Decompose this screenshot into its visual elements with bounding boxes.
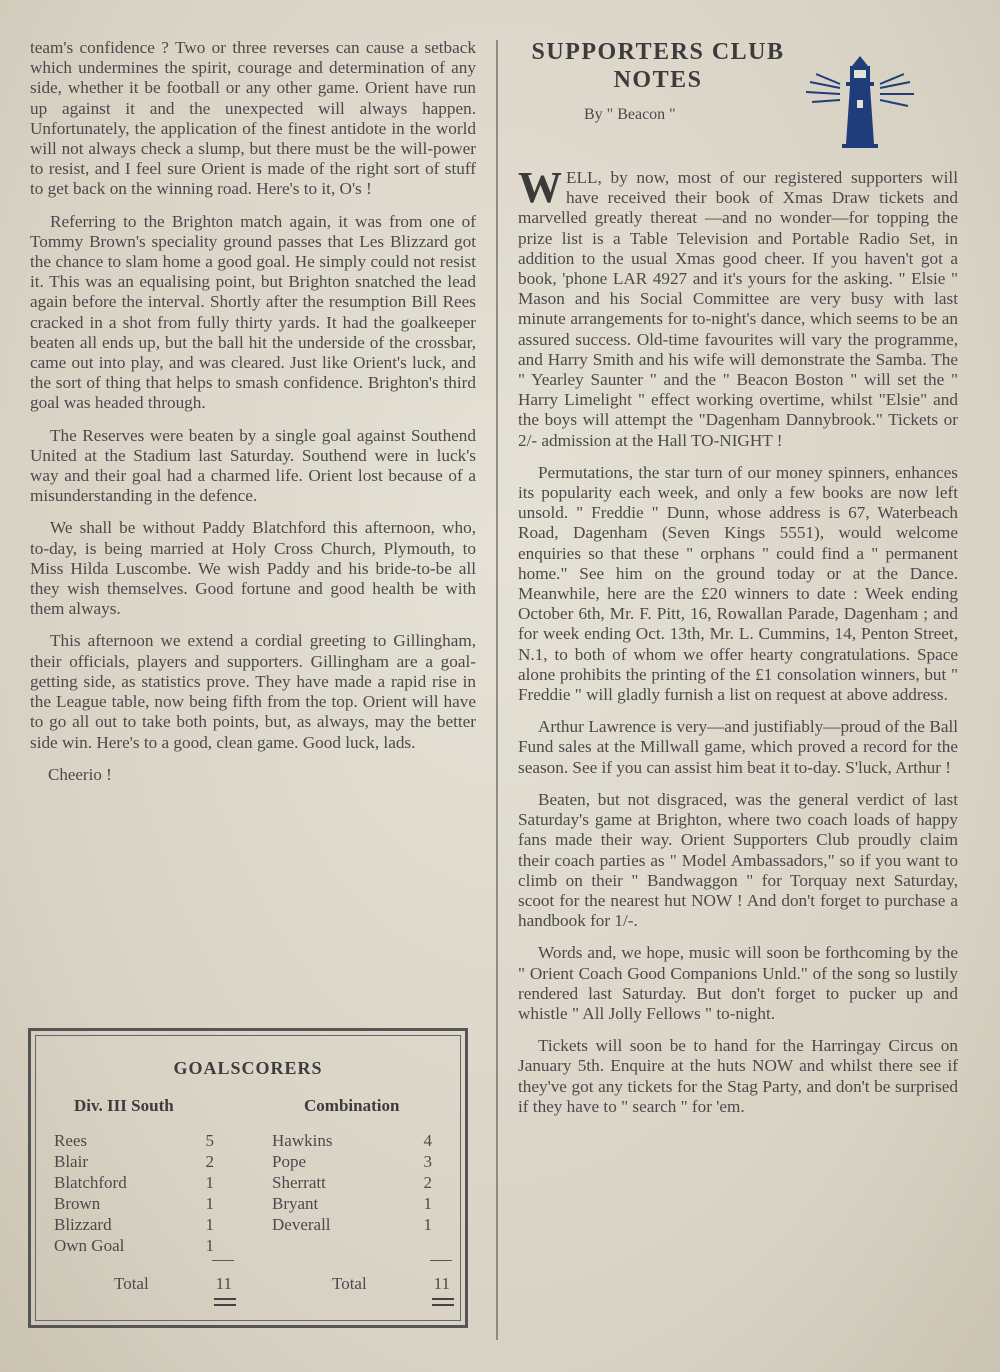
division-row <box>54 1214 214 1235</box>
scorer-name: Pope <box>272 1151 306 1171</box>
combination-total-label: Total <box>332 1274 367 1293</box>
scorer-name: Blair <box>54 1151 88 1171</box>
scorer-goals: 3 <box>423 1151 432 1171</box>
combination-total-value: 11 <box>433 1274 450 1293</box>
division-row <box>54 1193 214 1214</box>
scorer-goals: 5 <box>205 1130 214 1150</box>
goalscorers-box-inner <box>35 1035 461 1321</box>
combination-heading: Combination <box>304 1096 400 1115</box>
byline: By " Beacon " <box>584 106 676 123</box>
scorer-goals: 1 <box>205 1193 214 1213</box>
scorer-goals: 2 <box>205 1151 214 1171</box>
combination-row <box>272 1151 432 1172</box>
paragraph-blatchford-wedding: We shall be without Paddy Blatchford this afternoon, who, to-day, is being married at Holy Cross Church, Plymouth, to Miss Hilda Luscombe. We wish Paddy and his bride-to-be all they wish themselves. Good fortune and good health be with them always. <box>30 518 476 619</box>
goalscorers-box <box>28 1028 468 1328</box>
scorer-name: Hawkins <box>272 1130 333 1150</box>
scorer-goals: 2 <box>423 1172 432 1192</box>
combination-table <box>272 1130 432 1235</box>
scorer-name: Deverall <box>272 1214 331 1234</box>
scorer-goals: 1 <box>423 1193 432 1213</box>
scorer-goals: 4 <box>423 1130 432 1150</box>
combination-total <box>332 1274 450 1294</box>
combination-row <box>272 1193 432 1214</box>
division-heading: Div. III South <box>74 1096 174 1115</box>
paragraph-ball-fund: Arthur Lawrence is very—and justifiably—proud of the Ball Fund sales at the Millwall game, which proved a record for the season. See if you can assist him beat it to-day. S'luck, Arthur ! <box>518 717 958 777</box>
division-total-label: Total <box>114 1274 149 1293</box>
signoff: Cheerio ! <box>48 764 112 784</box>
paragraph-harringay-circus: Tickets will soon be to hand for the Harringay Circus on January 5th. Enquire at the huts NOW and whilst there see if they've got any tickets for the Stag Party, and don't be surprised if they have to " search " for 'em. <box>518 1036 958 1116</box>
right-column <box>518 38 958 1129</box>
division-total <box>114 1274 232 1294</box>
division-total-value: 11 <box>215 1274 232 1293</box>
division-total-rule <box>212 1260 234 1261</box>
combination-total-rule <box>430 1260 452 1261</box>
paragraph-brighton-match: Referring to the Brighton match again, it was from one of Tommy Brown's speciality ground passes that Les Blizzard got the chance to slam home a good goal. He simply could not resist it. This was an equalising point, but Brighton snatched the lead again before the interval. Shortly after the resumption Bill Rees cracked in a shot from fully thirty yards. It had the goalkeeper beaten all ends up, but the ball hit the underside of the crossbar, came out into play, and was cleared. Just like Orient's luck, and the sort of thing that helps to smash confidence. Brighton's third goal was headed through. <box>30 211 476 413</box>
paragraph-permutations: Permutations, the star turn of our money spinners, enhances its popularity each week, and only a few books are now left unsold. " Freddie " Dunn, whose address is 67, Waterbeach Road, Dagenham (Seven Kings 5551), would welcome enquiries so that these " orphans " could find a " permanent home." See him on the ground today or at the Dance. Meanwhile, here are the £20 winners to date : Week ending October 6th, Mr. F. Pitt, 16, Rowallan Parade, Dagenham ; and for week ending Oct. 13th, Mr. L. Cummins, 14, Penton Street, N.1, to both of whom we offer hearty congratulations. Space alone prohibits the printing of the £1 consolation winners, but " Freddie " will gladly furnish a list on request at above address. <box>518 462 958 705</box>
dropcap-letter: W <box>518 163 562 212</box>
club-title-line1: SUPPORTERS CLUB <box>531 39 785 65</box>
left-column <box>30 38 476 785</box>
paragraph-xmas-draw-text: ELL, by now, most of our registered supporters will have received their book of Xmas Draw tickets and marvelled greatly thereat —and no wonder—for topping the prize list is a Table Television and Portable Radio Set, in addition to the usual Xmas good cheer. If you haven't got a book, 'phone LAR 4927 and it's yours for the asking. " Elsie " Mason and his Social Committee are very busy with last minute arrangements for to-night's dance, which seems to be an assured success. Old-time favourites will vary the programme, and Harry Smith and his wife will demonstrate the Samba. The " Yearley Saunter " and the " Beacon Boston " will set the " Harry Limelight " effect working overtime, whilst "Elsie" and the boys will attempt the "Dagenham Dannybrook." Tickets or 2/- admission at the Hall TO-NIGHT ! <box>518 168 958 450</box>
goalscorers-title: GOALSCORERS <box>173 1058 323 1078</box>
scorer-name: Own Goal <box>54 1235 125 1255</box>
scorer-name: Blizzard <box>54 1214 112 1234</box>
scorer-name: Sherratt <box>272 1172 326 1192</box>
division-row <box>54 1235 214 1256</box>
scorer-name: Bryant <box>272 1193 319 1213</box>
scorer-goals: 1 <box>205 1214 214 1234</box>
division-double-rule <box>214 1298 236 1306</box>
combination-double-rule <box>432 1298 454 1306</box>
division-row <box>54 1172 214 1193</box>
club-title <box>518 38 798 94</box>
supporters-header <box>518 38 958 168</box>
scorer-goals: 1 <box>423 1214 432 1234</box>
scorer-name: Brown <box>54 1193 101 1213</box>
paragraph-reserves: The Reserves were beaten by a single goal against Southend United at the Stadium last Saturday. Southend were in luck's way and their goal had a charmed life. Orient lost because of a misunderstanding in the defence. <box>30 425 476 506</box>
division-row <box>54 1130 214 1151</box>
scorer-name: Rees <box>54 1130 88 1150</box>
paragraph-confidence: team's confidence ? Two or three reverses can cause a setback which undermines the spirit, courage and determination of any side, whether it be football or any other game. Orient have run up against it and the unexpected will always happen. Unfortunately, the application of the finest antidote in the world will not always check a slump, but there must be the will-power to resist, and I feel sure Orient is made of the right sort of stuff to get back on the winning road. Here's to it, O's ! <box>30 38 476 199</box>
paragraph-brighton-coach: Beaten, but not disgraced, was the general verdict of last Saturday's game at Brighton, where two coach loads of happy fans made their way. Orient Supporters Club proudly claim their coach parties as " Model Ambassadors," so if you want to climb on their " Bandwaggon " for Torquay next Saturday, scoot for the nearest hut NOW ! And don't forget to purchase a handbook for 1/-. <box>518 789 958 931</box>
division-row <box>54 1151 214 1172</box>
combination-row <box>272 1172 432 1193</box>
paragraph-gillingham-greeting: This afternoon we extend a cordial greeting to Gillingham, their officials, players and supporters. Gillingham are a goal-getting side, as statistics prove. They have made a rapid rise in the League table, now being fifth from the top. Orient will have to go all out to take both points, but, as always, may the better side win. Here's to a good, clean game. Good luck, lads. <box>30 631 476 752</box>
division-table <box>54 1130 214 1256</box>
combination-row <box>272 1130 432 1151</box>
combination-row <box>272 1214 432 1235</box>
scorer-name: Blatchford <box>54 1172 127 1192</box>
lighthouse-icon <box>800 52 920 150</box>
paragraph-xmas-draw <box>518 163 958 451</box>
scorer-goals: 1 <box>205 1172 214 1192</box>
paragraph-song: Words and, we hope, music will soon be forthcoming by the " Orient Coach Good Companions Unld." of the song so lustily rendered last Saturday. But don't forget to pucker up and whistle " All Jolly Fellows " to-night. <box>518 943 958 1023</box>
scorer-goals: 1 <box>205 1235 214 1255</box>
column-divider <box>496 40 498 1340</box>
club-title-line2: NOTES <box>613 67 703 93</box>
